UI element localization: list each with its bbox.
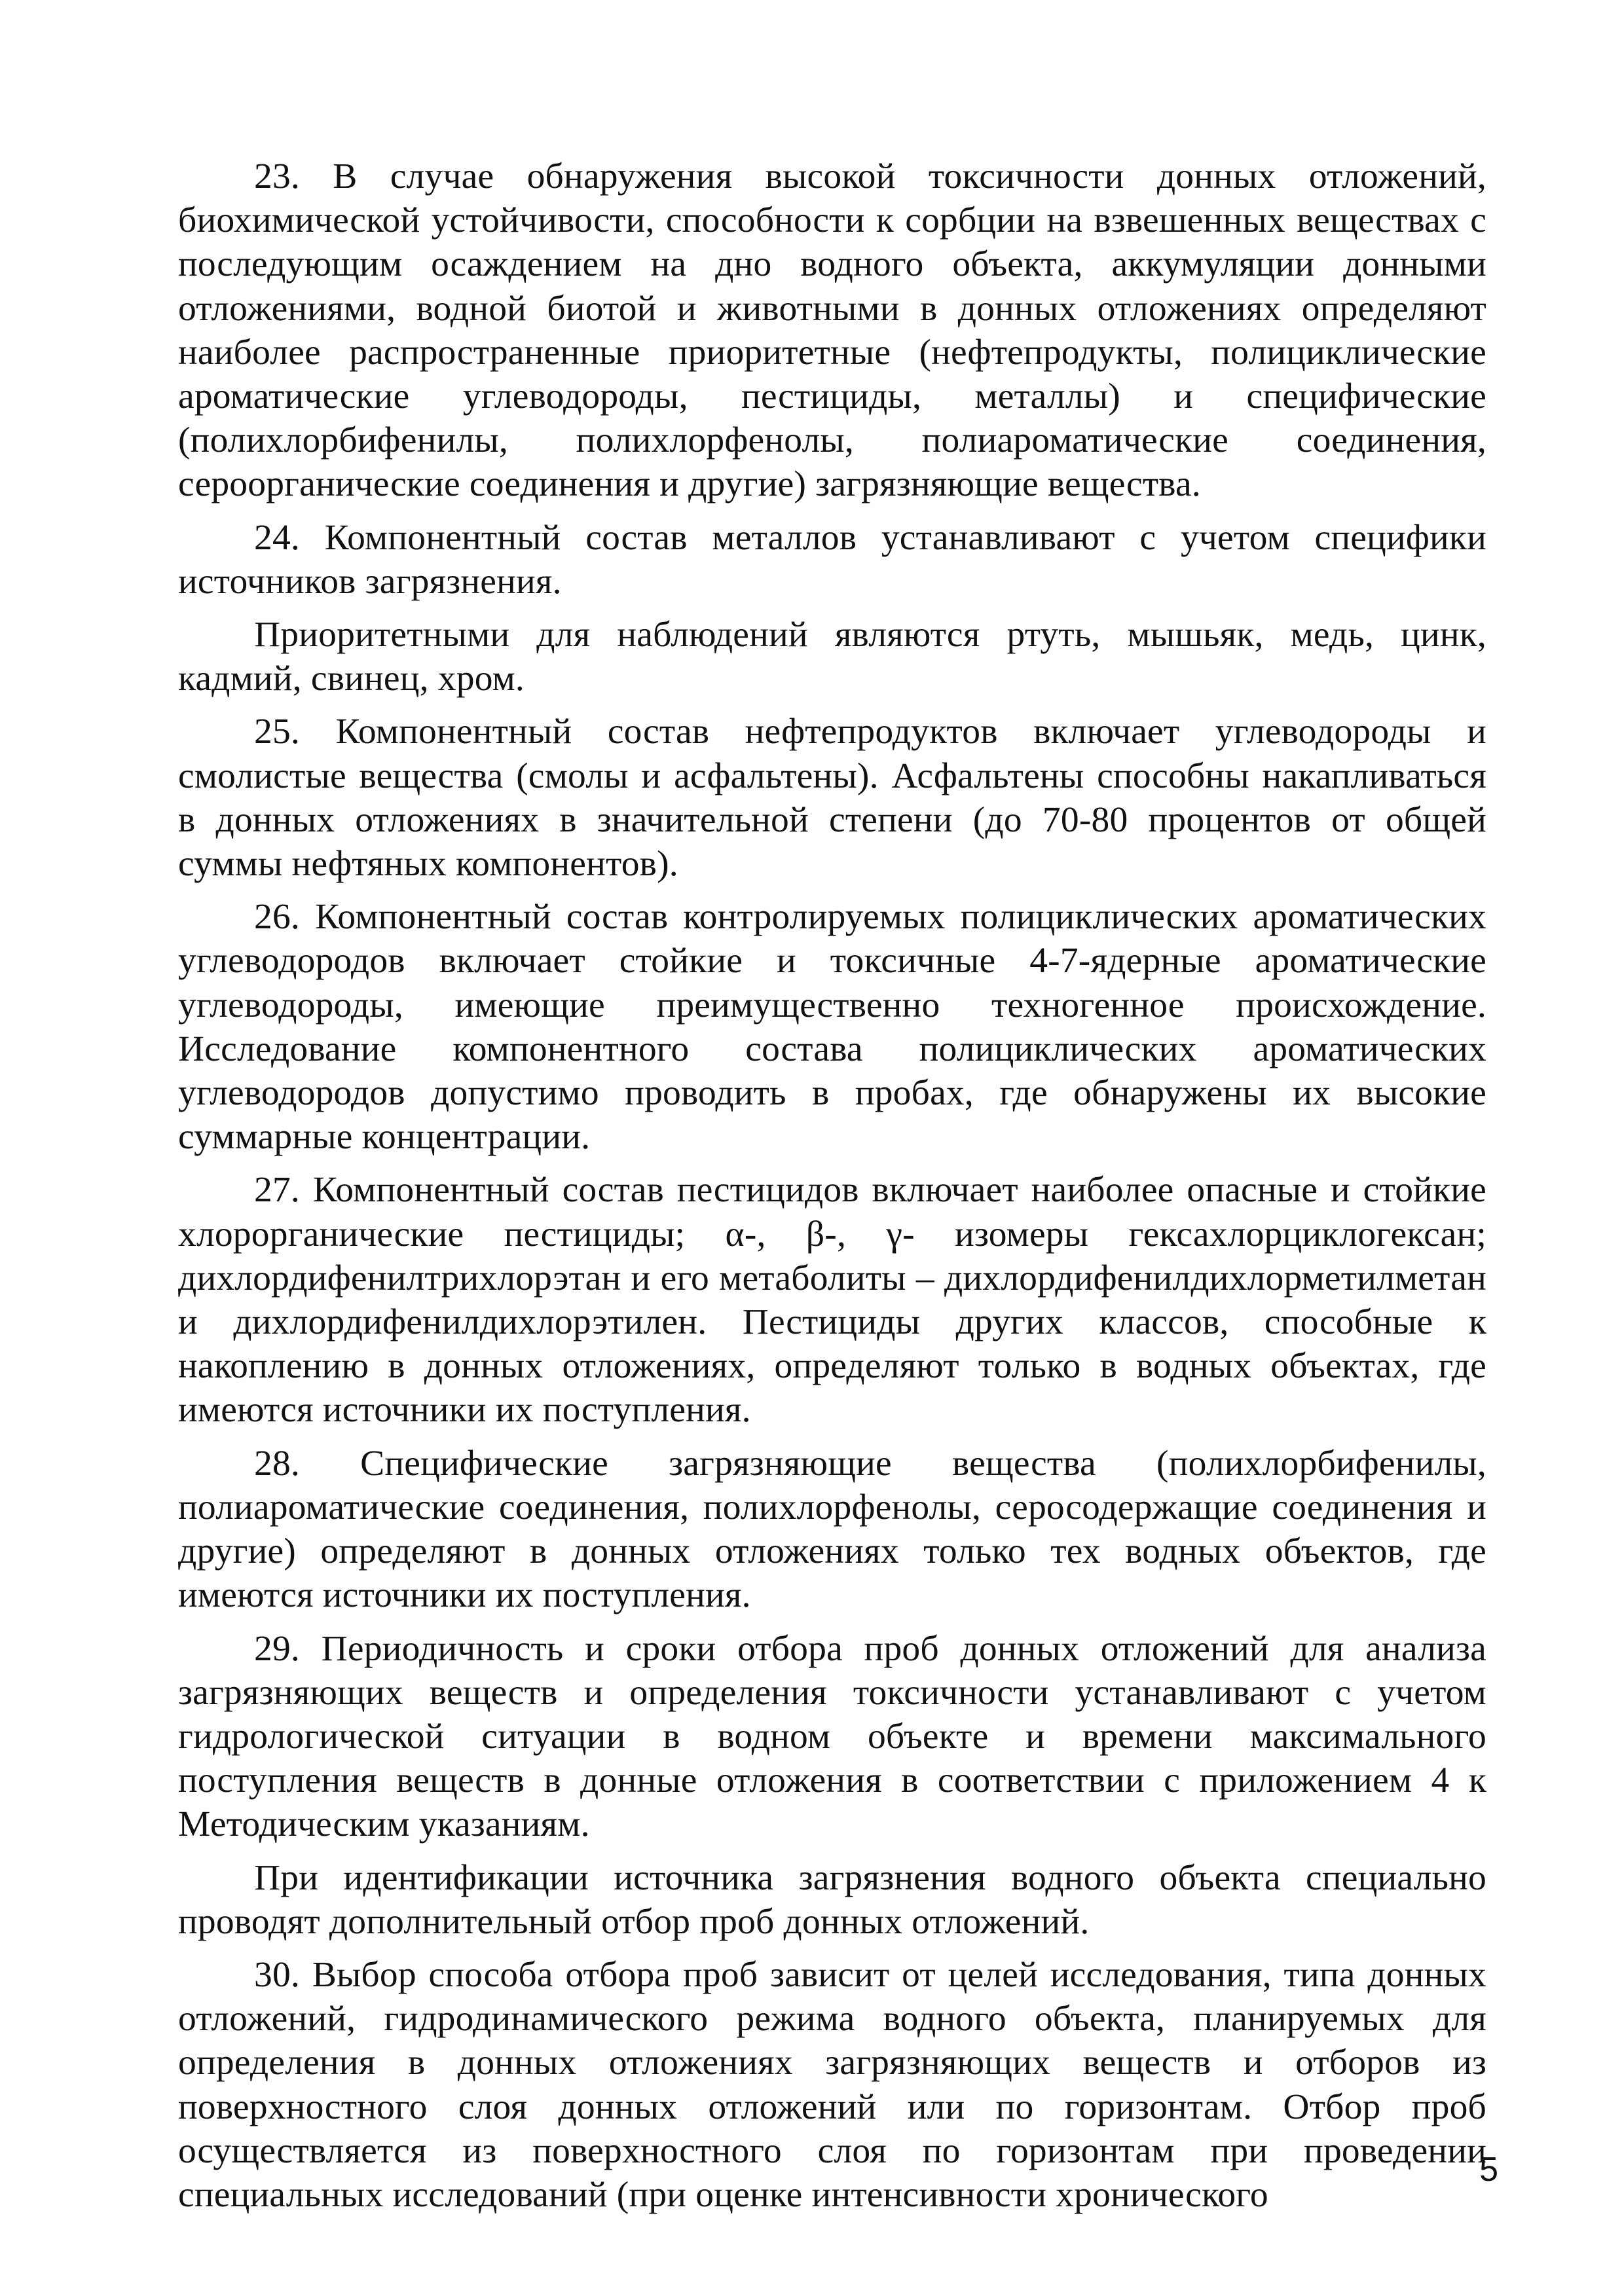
paragraph-29-identification: При идентификации источника загрязнения водного объекта специально проводят дополнительный отбор проб донных отложений. — [178, 1857, 1486, 1942]
paragraph-24: 24. Компонентный состав металлов устанавливают с учетом специфики источников загрязнения. — [178, 517, 1486, 602]
paragraph-28: 28. Специфические загрязняющие вещества (полихлорбифенилы, полиароматические соединения, полихлорфенолы, серосодержащие соединения и другие) определяют в донных отложениях только тех водных объектов, где имеются источники их поступления. — [178, 1443, 1486, 1616]
paragraph-29: 29. Периодичность и сроки отбора проб донных отложений для анализа загрязняющих веществ и определения токсичности устанавливают с учетом гидрологической ситуации в водном объекте и времени максимального поступления веществ в донные отложения в соответствии с приложением 4 к Методическим указаниям. — [178, 1628, 1486, 1845]
paragraph-30: 30. Выбор способа отбора проб зависит от целей исследования, типа донных отложений, гидродинамического режима водного объекта, планируемых для определения в донных отложениях загрязняющих веществ и отборов из поверхностного слоя донных отложений или по горизонтам. Отбор проб осуществляется из поверхностного слоя по горизонтам при проведении специальных исследований (при оценке интенсивности хронического — [178, 1954, 1486, 2215]
paragraph-26: 26. Компонентный состав контролируемых полициклических ароматических углеводородов включает стойкие и токсичные 4-7-ядерные ароматические углеводороды, имеющие преимущественно техногенное происхождение. Исследование компонентного состава полициклических ароматических углеводородов допустимо проводить в пробах, где обнаружены их высокие суммарные концентрации. — [178, 897, 1486, 1157]
paragraph-24-priority-metals: Приоритетными для наблюдений являются ртуть, мышьяк, медь, цинк, кадмий, свинец, хром. — [178, 615, 1486, 699]
paragraph-25: 25. Компонентный состав нефтепродуктов включает углеводороды и смолистые вещества (смолы и асфальтены). Асфальтены способны накапливаться в донных отложениях в значительной степени (до 70-80 процентов от общей суммы нефтяных компонентов). — [178, 712, 1486, 884]
paragraph-27: 27. Компонентный состав пестицидов включает наиболее опасные и стойкие хлорорганические пестициды; α-, β-, γ- изомеры гексахлорциклогексан; дихлордифенилтрихлорэтан и его метаболиты – дихлордифенилдихлорметилметан и дихлордифенилдихлорэтилен. Пестициды других классов, способные к накоплению в донных отложениях, определяют только в водных объектах, где имеются источники их поступления. — [178, 1170, 1486, 1430]
document-page — [178, 155, 1486, 2215]
page-number: 5 — [1479, 2151, 1498, 2189]
paragraph-23: 23. В случае обнаружения высокой токсичности донных отложений, биохимической устойчивости, способности к сорбции на взвешенных веществах с последующим осаждением на дно водного объекта, аккумуляции донными отложениями, водной биотой и животными в донных отложениях определяют наиболее распространенные приоритетные (нефтепродукты, полициклические ароматические углеводороды, пестициды, металлы) и специфические (полихлорбифенилы, полихлорфенолы, полиароматические соединения, сероорганические соединения и другие) загрязняющие вещества. — [178, 156, 1486, 505]
